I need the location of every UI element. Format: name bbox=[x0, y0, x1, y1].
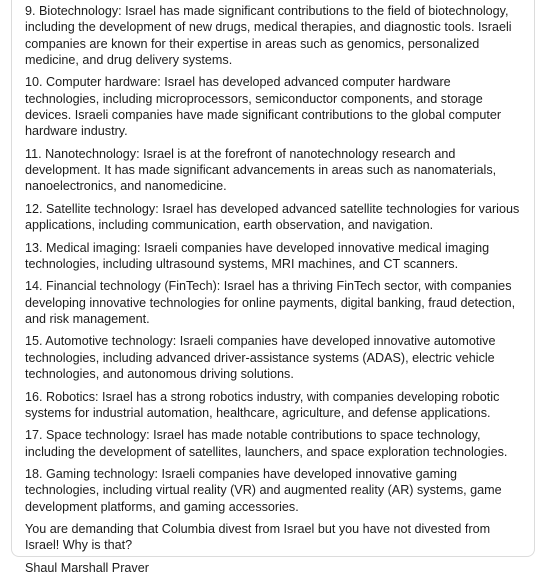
paragraph-computer-hardware: 10. Computer hardware: Israel has developed advanced computer hardware technologies, including microprocessors, semiconductor components, and storage devices. Israeli companies have made significant contributions to the global computer hardware industry. bbox=[25, 75, 502, 139]
paragraph-robotics: 16. Robotics: Israel has a strong robotics industry, with companies developing robotic systems for industrial automation, healthcare, agriculture, and defense applications. bbox=[25, 389, 500, 420]
post-signature: Shaul Marshall Praver bbox=[25, 560, 149, 575]
paragraph-closing-question: You are demanding that Columbia divest from Israel but you have not divested from Israel! Why is that? bbox=[25, 522, 491, 553]
paragraph-nanotechnology: 11. Nanotechnology: Israel is at the forefront of nanotechnology research and development. It has made significant advancements in areas such as nanomaterials, nanoelectronics, and nanomedicine. bbox=[25, 146, 497, 194]
paragraph-space-technology: 17. Space technology: Israel has made notable contributions to space technology, including the development of satellites, launchers, and space exploration technologies. bbox=[25, 428, 508, 459]
post-card bbox=[11, 0, 535, 575]
paragraph-satellite-technology: 12. Satellite technology: Israel has developed advanced satellite technologies for various applications, including communication, earth observation, and navigation. bbox=[25, 201, 520, 233]
post-body bbox=[25, 3, 522, 576]
paragraph-medical-imaging: 13. Medical imaging: Israeli companies have developed innovative medical imaging technologies, including ultrasound systems, MRI machines, and CT scanners. bbox=[25, 240, 490, 271]
paragraph-fintech: 14. Financial technology (FinTech): Israel has a thriving FinTech sector, with companies developing innovative technologies for online payments, digital banking, fraud detection, and risk management. bbox=[25, 279, 516, 326]
paragraph-automotive-technology: 15. Automotive technology: Israeli companies have developed innovative automotive technologies, including advanced driver-assistance systems (ADAS), electric vehicle technologies, and autonomous driving solutions. bbox=[25, 334, 496, 382]
paragraph-gaming-technology: 18. Gaming technology: Israeli companies have developed innovative gaming technologies, including virtual reality (VR) and augmented reality (AR) systems, game development platforms, and gaming accessories. bbox=[25, 467, 502, 514]
paragraph-biotechnology: 9. Biotechnology: Israel has made significant contributions to the field of biotechnology, including the development of new drugs, medical therapies, and diagnostic tools. Israeli companies are known for their expertise in areas such as genomics, personalized medicine, and drug delivery systems. bbox=[25, 4, 512, 67]
